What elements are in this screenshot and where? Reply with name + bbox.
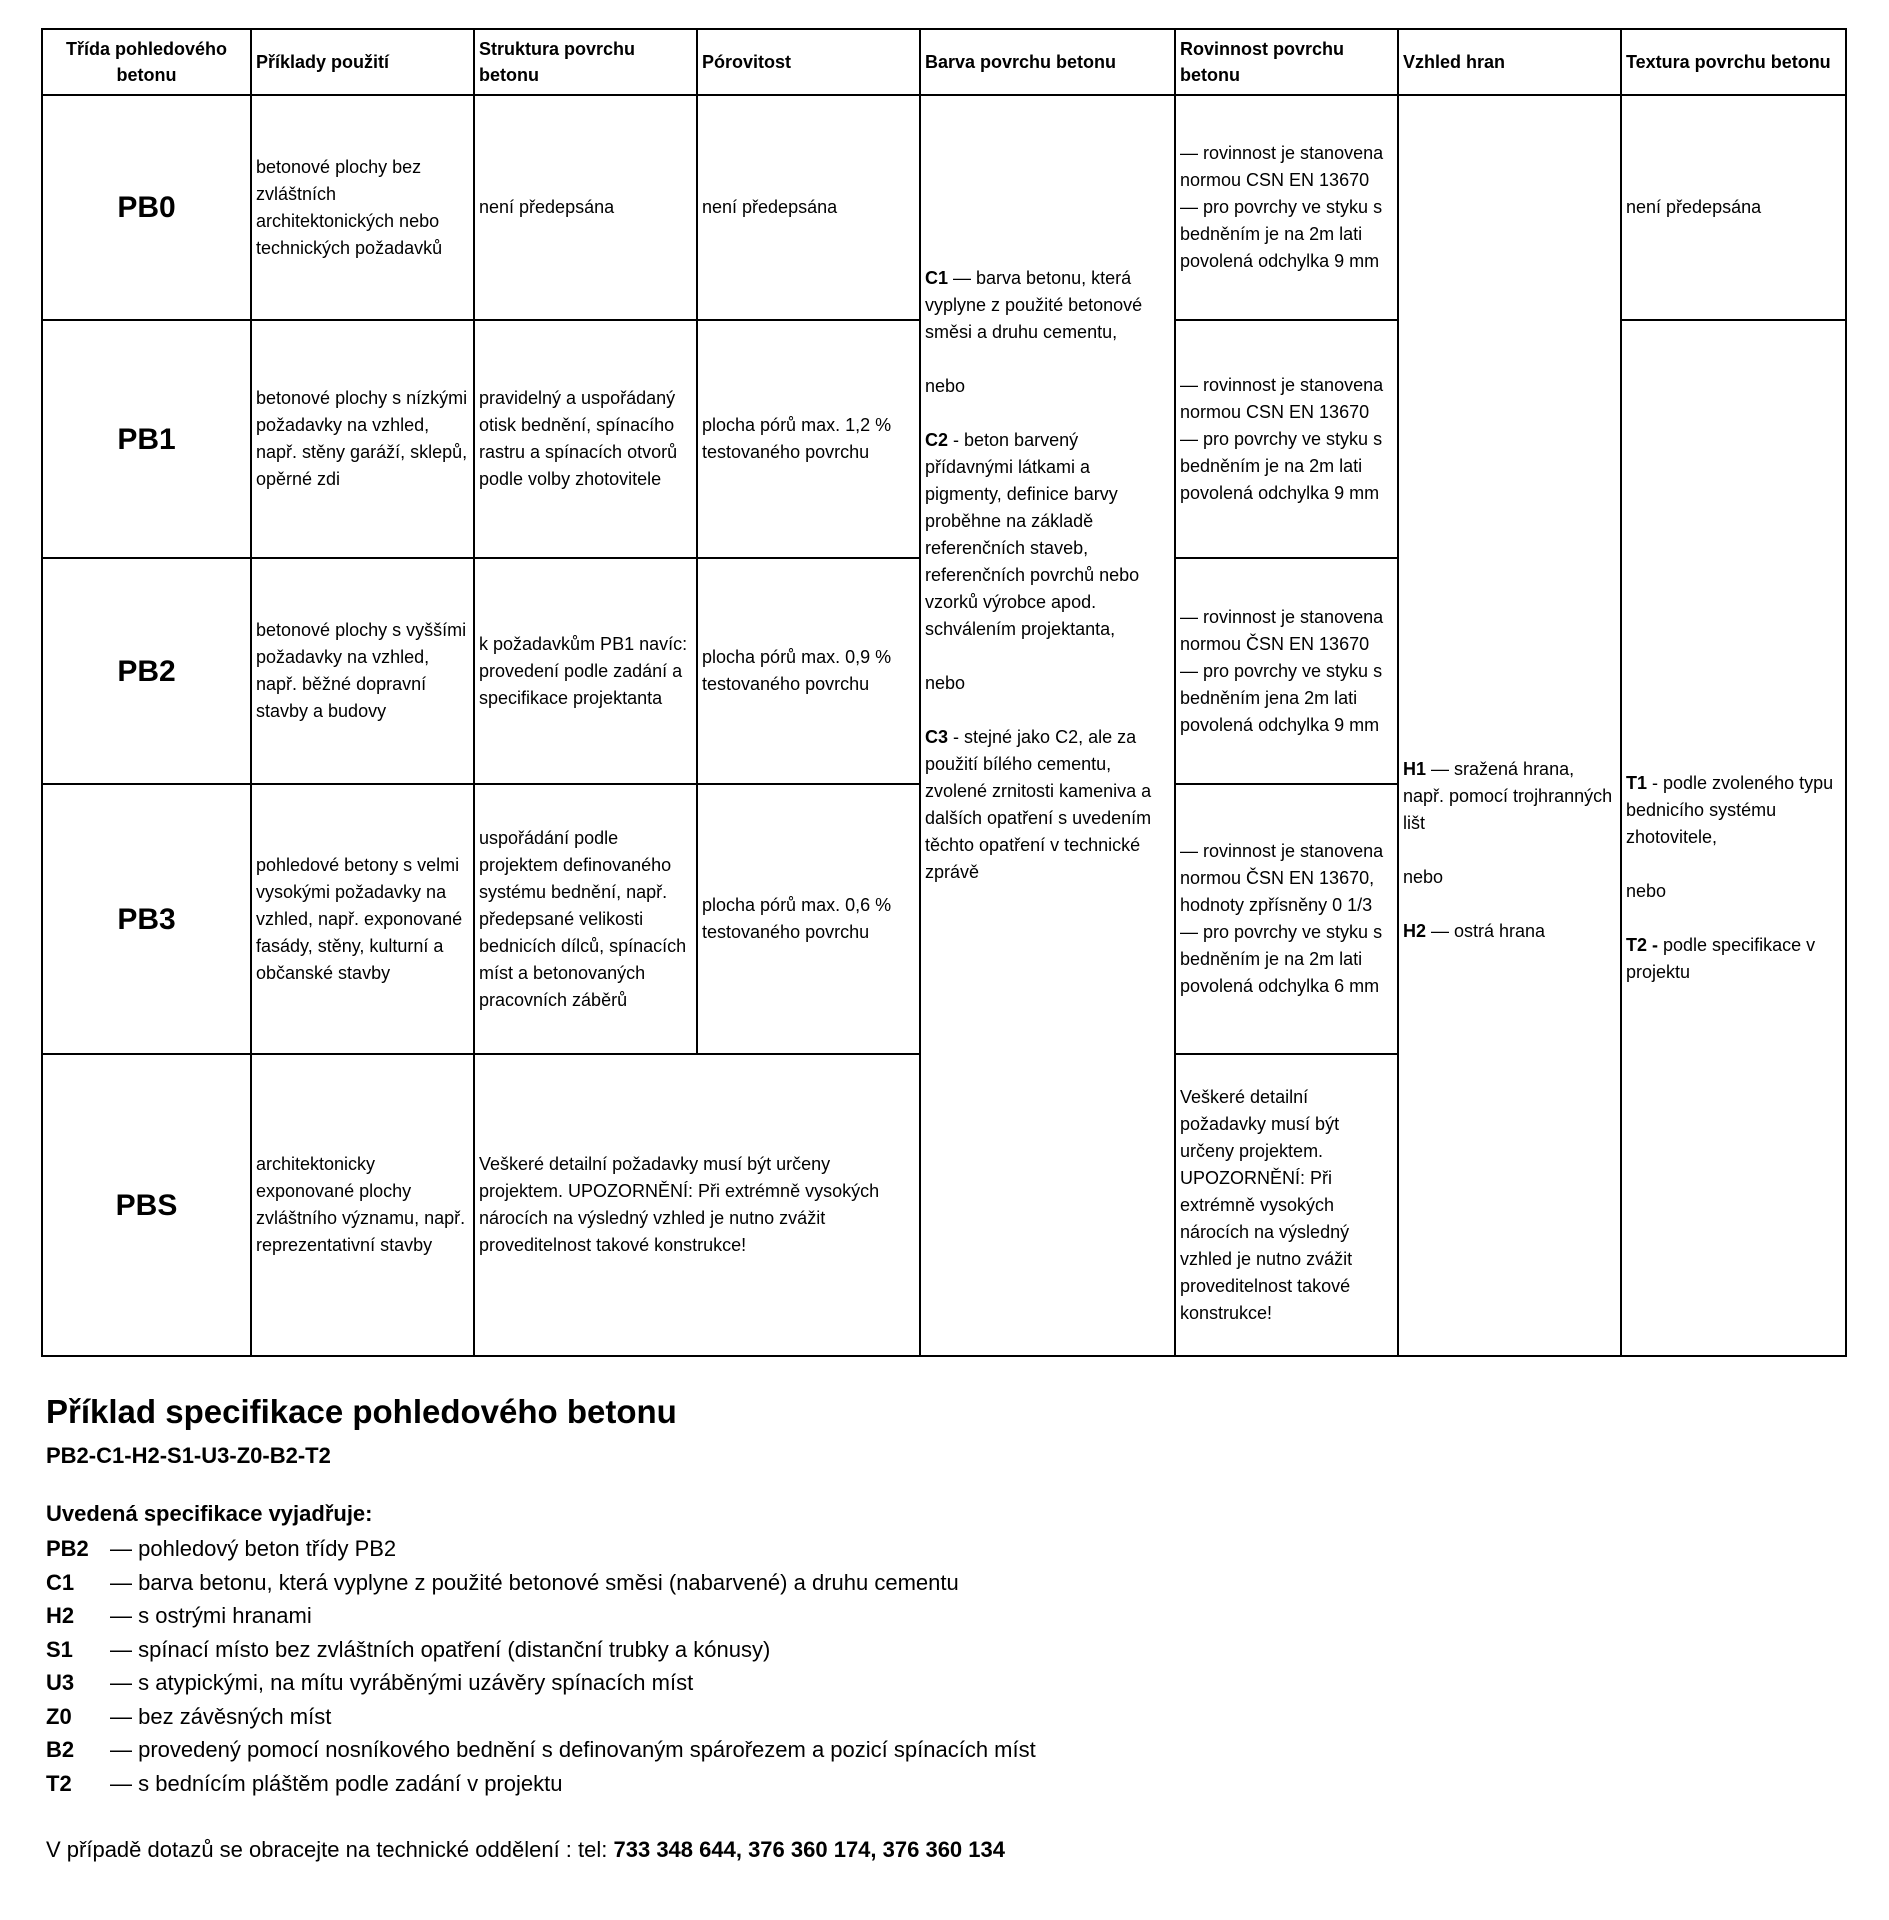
flatness-cell: — rovinnost je stanovena normou ČSN EN 13670 — pro povrchy ve styku s bedněním jena 2m lati povolená odchylka 9 mm: [1175, 558, 1398, 784]
structure-cell: není předepsána: [474, 95, 697, 320]
texture-t2-text: podle specifikace v projektu: [1626, 935, 1816, 982]
color-c1-text: — barva betonu, která vyplyne z použité betonové směsi a druhu cementu,: [925, 268, 1143, 342]
contact-label: V případě dotazů se obracejte na technické oddělení : tel:: [46, 1837, 614, 1862]
structure-cell: k požadavkům PB1 navíc: provedení podle zadání a specifikace projektanta: [474, 558, 697, 784]
list-item: [46, 1566, 1836, 1600]
example-title: Příklad specifikace pohledového betonu: [46, 1393, 677, 1430]
flatness-cell: — rovinnost je stanovena normou CSN EN 13670 — pro povrchy ve styku s bedněním je na 2m lati povolená odchylka 9 mm: [1175, 320, 1398, 558]
examples-cell: pohledové betony s velmi vysokými požadavky na vzhled, např. exponované fasády, stěny, kulturní a občanské stavby: [251, 784, 474, 1054]
texture-or: nebo: [1626, 881, 1667, 901]
examples-cell: betonové plochy s nízkými požadavky na vzhled, např. stěny garáží, sklepů, opěrné zdi: [251, 320, 474, 558]
flatness-cell: Veškeré detailní požadavky musí být určeny projektem. UPOZORNĚNÍ: Při extrémně vysokých nárocích na výsledný vzhled je nutno zvážit proveditelnost takové konstrukce!: [1175, 1054, 1398, 1356]
header-texture: Textura povrchu betonu: [1621, 29, 1846, 95]
class-cell: PB3: [42, 784, 251, 1054]
examples-cell: betonové plochy s vyššími požadavky na vzhled, např. běžné dopravní stavby a budovy: [251, 558, 474, 784]
porosity-cell: plocha pórů max. 1,2 % testovaného povrchu: [697, 320, 920, 558]
list-item: [46, 1733, 1836, 1767]
header-examples: Příklady použití: [251, 29, 474, 95]
edges-cell: [1398, 95, 1621, 1356]
contact-line: [46, 1834, 1836, 1866]
porosity-cell: plocha pórů max. 0,6 % testovaného povrchu: [697, 784, 920, 1054]
header-class: Třída pohledového betonu: [42, 29, 251, 95]
structure-cell: uspořádání podle projektem definovaného systému bednění, např. předepsané velikosti bednicích dílců, spínacích míst a betonovaných pracovních záběrů: [474, 784, 697, 1054]
texture-shared-cell: [1621, 320, 1846, 1356]
edges-h2-text: — ostrá hrana: [1426, 921, 1546, 941]
legend-text: — barva betonu, která vyplyne z použité betonové směsi (nabarvené) a druhu cementu: [110, 1569, 959, 1595]
flatness-cell: — rovinnost je stanovena normou CSN EN 13670 — pro povrchy ve styku s bedněním je na 2m lati povolená odchylka 9 mm: [1175, 95, 1398, 320]
legend-text: — bez závěsných míst: [110, 1703, 332, 1729]
legend-text: — pohledový beton třídy PB2: [110, 1536, 397, 1561]
table-header-row: [42, 29, 1846, 95]
texture-cell: není předepsána: [1621, 95, 1846, 320]
color-c2-code: C2: [925, 430, 949, 450]
texture-t1-text: - podle zvoleného typu bednicího systému zhotovitele,: [1626, 773, 1834, 847]
color-c3-code: C3: [925, 727, 949, 747]
legend-code: Z0: [46, 1703, 72, 1729]
color-c2-text: - beton barvený přídavnými látkami a pigmenty, definice barvy proběhne na základě referenčních staveb, referenčních povrchů nebo vzorků výrobce apod. schválením projektanta,: [925, 430, 1140, 639]
header-flatness: Rovinnost povrchu betonu: [1175, 29, 1398, 95]
edges-h1-code: H1: [1403, 759, 1427, 779]
legend-list: [46, 1532, 1836, 1800]
color-c3-text: - stejné jako C2, ale za použití bílého cementu, zvolené zrnitosti kameniva a dalších opatření s uvedením těchto opatření v technické zprávě: [925, 727, 1152, 882]
legend-code: T2: [46, 1770, 72, 1796]
header-color: Barva povrchu betonu: [920, 29, 1175, 95]
example-code: PB2-C1-H2-S1-U3-Z0-B2-T2: [46, 1443, 331, 1468]
color-or-2: nebo: [925, 673, 966, 693]
examples-cell: architektonicky exponované plochy zvláštního významu, např. reprezentativní stavby: [251, 1054, 474, 1356]
example-section: [46, 1390, 1836, 1866]
legend-code: U3: [46, 1670, 75, 1695]
list-item: [46, 1666, 1836, 1700]
texture-t2-code: T2 -: [1626, 935, 1659, 955]
color-cell: [920, 95, 1175, 1356]
legend-code: B2: [46, 1737, 75, 1762]
table-row: [42, 95, 1846, 320]
legend-code: S1: [46, 1636, 73, 1662]
examples-cell: betonové plochy bez zvláštních architektonických nebo technických požadavků: [251, 95, 474, 320]
edges-or: nebo: [1403, 867, 1444, 887]
edges-h1-text: — sražená hrana, např. pomocí trojhranných lišt: [1403, 759, 1613, 833]
edges-h2-code: H2: [1403, 921, 1427, 941]
legend-text: — spínací místo bez zvláštních opatření (distanční trubky a kónusy): [110, 1636, 771, 1662]
porosity-cell: není předepsána: [697, 95, 920, 320]
texture-t1-code: T1: [1626, 773, 1648, 793]
class-cell: PB0: [42, 95, 251, 320]
list-item: [46, 1532, 1836, 1566]
list-item: [46, 1599, 1836, 1633]
legend-text: — s atypickými, na mítu vyráběnými uzávěry spínacích míst: [110, 1670, 694, 1695]
porosity-cell: plocha pórů max. 0,9 % testovaného povrchu: [697, 558, 920, 784]
header-porosity: Pórovitost: [697, 29, 920, 95]
example-intro: Uvedená specifikace vyjadřuje:: [46, 1501, 373, 1526]
concrete-class-table: [41, 28, 1847, 1357]
legend-text: — provedený pomocí nosníkového bednění s definovaným spárořezem a pozicí spínacích míst: [110, 1737, 1036, 1762]
structure-cell: pravidelný a uspořádaný otisk bednění, spínacího rastru a spínacích otvorů podle volby zhotovitele: [474, 320, 697, 558]
list-item: [46, 1767, 1836, 1801]
flatness-cell: — rovinnost je stanovena normou ČSN EN 13670, hodnoty zpřísněny 0 1/3 — pro povrchy ve styku s bedněním je na 2m lati povolená odchylka 6 mm: [1175, 784, 1398, 1054]
class-cell: PBS: [42, 1054, 251, 1356]
structure-porosity-cell: Veškeré detailní požadavky musí být určeny projektem. UPOZORNĚNÍ: Při extrémně vysokých nárocích na výsledný vzhled je nutno zvážit proveditelnost takové konstrukce!: [474, 1054, 920, 1356]
legend-code: C1: [46, 1569, 75, 1595]
color-c1-code: C1: [925, 268, 949, 288]
contact-phones: 733 348 644, 376 360 174, 376 360 134: [613, 1837, 1005, 1862]
legend-code: H2: [46, 1603, 75, 1628]
list-item: [46, 1633, 1836, 1667]
header-edges: Vzhled hran: [1398, 29, 1621, 95]
list-item: [46, 1700, 1836, 1734]
legend-text: — s ostrými hranami: [110, 1603, 312, 1628]
class-cell: PB2: [42, 558, 251, 784]
header-structure: Struktura povrchu betonu: [474, 29, 697, 95]
class-cell: PB1: [42, 320, 251, 558]
color-or-1: nebo: [925, 376, 966, 396]
legend-code: PB2: [46, 1536, 89, 1561]
legend-text: — s bednícím pláštěm podle zadání v projektu: [110, 1770, 563, 1796]
